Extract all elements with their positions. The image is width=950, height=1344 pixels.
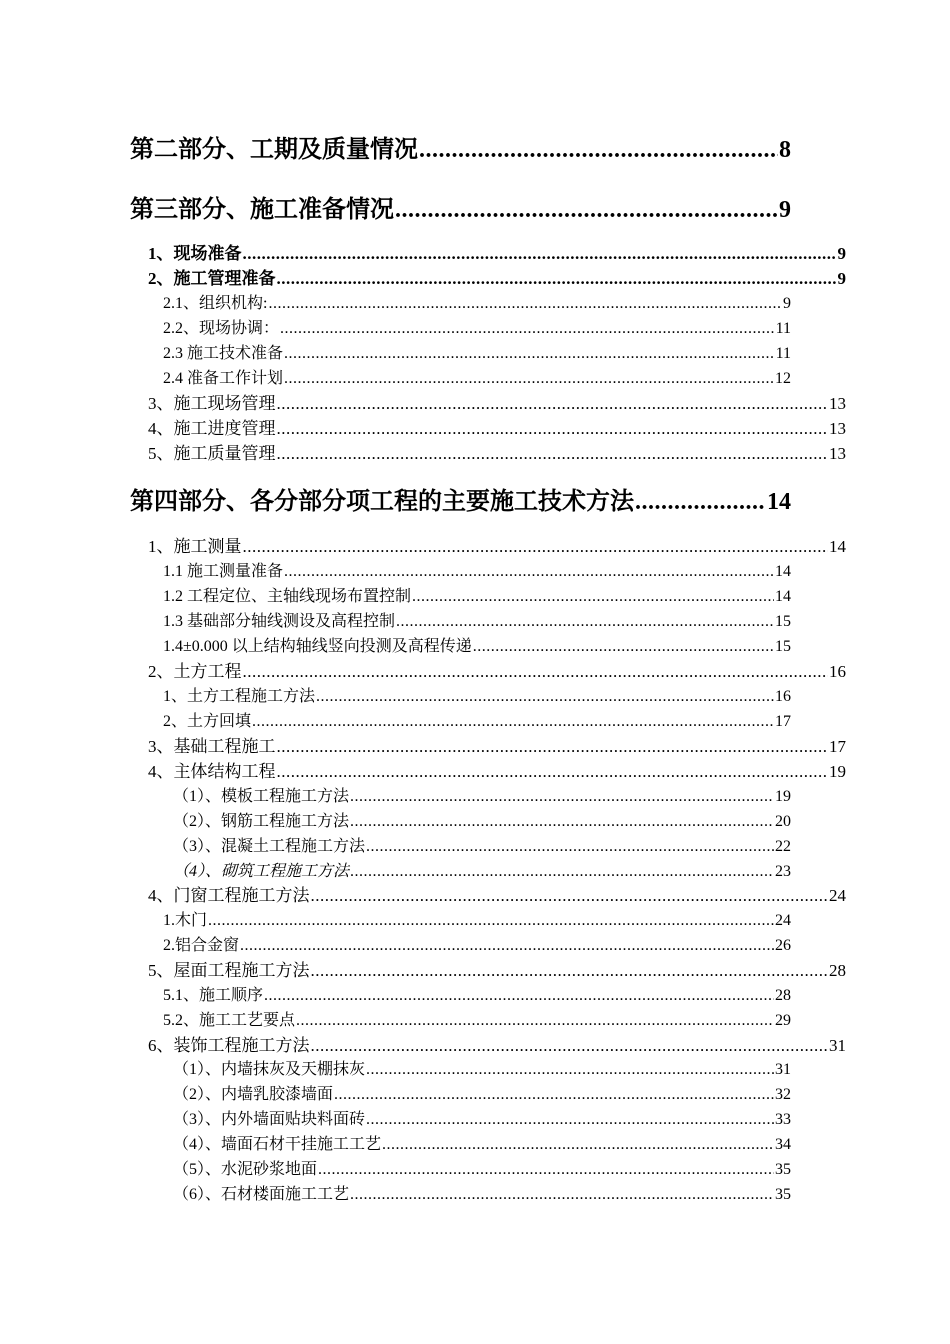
toc-entry-page-number: 28 [775, 987, 791, 1004]
toc-entry[interactable] [173, 861, 791, 883]
toc-entry-page-number: 11 [775, 345, 791, 362]
toc-entry[interactable] [148, 418, 846, 440]
toc-entry-page-number: 19 [775, 788, 791, 805]
toc-entry-page-number: 14 [829, 537, 846, 556]
toc-entry-title: （3）、内外墙面贴块料面砖 [173, 1111, 366, 1128]
toc-dot-leader [382, 1134, 774, 1156]
toc-entry-page-number: 17 [829, 737, 846, 756]
toc-dot-leader [316, 686, 774, 708]
toc-entry[interactable] [173, 1159, 791, 1181]
toc-entry-title: 5、施工质量管理 [148, 444, 276, 463]
toc-entry-title: 2、土方工程 [148, 662, 242, 681]
toc-entry-title: （1）、模板工程施工方法 [173, 788, 350, 805]
toc-entry[interactable] [130, 194, 791, 226]
toc-entry-title: 第四部分、各分部分项工程的主要施工技术方法 [130, 489, 634, 515]
toc-dot-leader [240, 935, 774, 957]
toc-dot-leader [296, 1010, 774, 1032]
toc-entry-title: （3）、混凝土工程施工方法 [173, 838, 366, 855]
toc-entry[interactable] [163, 561, 791, 583]
toc-entry-title: （2）、钢筋工程施工方法 [173, 813, 350, 830]
toc-dot-leader [366, 1109, 774, 1131]
toc-entry-page-number: 15 [775, 613, 791, 630]
toc-entry-title: 4、主体结构工程 [148, 762, 276, 781]
toc-entry[interactable] [148, 443, 846, 465]
toc-entry[interactable] [148, 960, 846, 982]
toc-entry-page-number: 22 [775, 838, 791, 855]
toc-entry[interactable] [163, 711, 791, 733]
toc-dot-leader [284, 561, 774, 583]
toc-entry-title: 第二部分、工期及质量情况 [130, 137, 418, 163]
toc-entry-page-number: 28 [829, 961, 846, 980]
toc-dot-leader [350, 861, 774, 883]
toc-entry[interactable] [173, 1134, 791, 1156]
toc-entry[interactable] [148, 536, 846, 558]
toc-dot-leader [268, 293, 782, 315]
toc-entry-title: （4）、砌筑工程施工方法 [173, 863, 350, 880]
toc-entry-page-number: 19 [829, 762, 846, 781]
toc-dot-leader [277, 443, 829, 465]
toc-entry[interactable] [148, 1035, 846, 1057]
toc-entry-page-number: 11 [775, 320, 791, 337]
toc-entry-title: 1.木门 [163, 912, 208, 929]
toc-dot-leader [334, 1084, 774, 1106]
toc-entry[interactable] [163, 985, 791, 1007]
toc-entry-title: 2、土方回填 [163, 713, 252, 730]
toc-entry-page-number: 14 [767, 489, 791, 515]
toc-dot-leader [280, 318, 775, 340]
toc-dot-leader [252, 711, 774, 733]
toc-entry[interactable] [148, 885, 846, 907]
toc-dot-leader [396, 611, 774, 633]
toc-entry-title: 2.3 施工技术准备 [163, 345, 284, 362]
toc-entry-title: （4）、墙面石材干挂施工工艺 [173, 1136, 382, 1153]
toc-dot-leader [284, 343, 775, 365]
toc-dot-leader [277, 418, 829, 440]
toc-entry-page-number: 32 [775, 1086, 791, 1103]
toc-dot-leader [311, 1035, 829, 1057]
toc-entry-page-number: 8 [779, 137, 791, 163]
toc-entry-title: 1.3 基础部分轴线测设及高程控制 [163, 613, 396, 630]
toc-entry-title: 1、土方工程施工方法 [163, 688, 316, 705]
toc-entry-title: 6、装饰工程施工方法 [148, 1036, 310, 1055]
toc-entry[interactable] [130, 134, 791, 166]
toc-dot-leader [311, 960, 829, 982]
toc-entry-page-number: 9 [779, 197, 791, 223]
toc-entry-page-number: 13 [829, 419, 846, 438]
toc-entry[interactable] [163, 686, 791, 708]
toc-entry[interactable] [163, 318, 791, 340]
toc-entry[interactable] [173, 1059, 791, 1081]
toc-dot-leader [318, 1159, 774, 1181]
toc-entry-title: 1.2 工程定位、主轴线现场布置控制 [163, 588, 412, 605]
toc-entry-title: 2.1、组织机构: [163, 295, 268, 312]
toc-entry-page-number: 17 [775, 713, 791, 730]
toc-entry-page-number: 34 [775, 1136, 791, 1153]
toc-entry[interactable] [163, 1010, 791, 1032]
toc-dot-leader [395, 194, 778, 226]
toc-entry[interactable] [148, 268, 846, 290]
toc-entry[interactable] [173, 1109, 791, 1131]
toc-dot-leader [635, 486, 766, 518]
toc-entry-title: 2、施工管理准备 [148, 269, 276, 288]
toc-entry-title: 2.2、现场协调： [163, 320, 280, 337]
toc-entry-title: 3、基础工程施工 [148, 737, 276, 756]
toc-entry-page-number: 33 [775, 1111, 791, 1128]
toc-entry[interactable] [173, 786, 791, 808]
toc-dot-leader [243, 243, 837, 265]
toc-entry[interactable] [163, 910, 791, 932]
toc-entry-page-number: 24 [829, 886, 846, 905]
toc-dot-leader [277, 393, 829, 415]
toc-dot-leader [277, 268, 837, 290]
toc-entry[interactable] [163, 368, 791, 390]
toc-dot-leader [366, 1059, 774, 1081]
toc-entry[interactable] [148, 243, 846, 265]
toc-dot-leader [284, 368, 774, 390]
toc-entry-page-number: 24 [775, 912, 791, 929]
toc-entry[interactable] [173, 1084, 791, 1106]
toc-entry-page-number: 14 [775, 563, 791, 580]
toc-entry[interactable] [163, 636, 791, 658]
toc-entry[interactable] [163, 293, 791, 315]
toc-entry-page-number: 20 [775, 813, 791, 830]
toc-entry-page-number: 31 [775, 1061, 791, 1078]
toc-entry-page-number: 14 [775, 588, 791, 605]
toc-dot-leader [243, 536, 829, 558]
toc-entry[interactable] [173, 811, 791, 833]
toc-entry-title: （2）、内墙乳胶漆墙面 [173, 1086, 334, 1103]
toc-entry-title: 4、施工进度管理 [148, 419, 276, 438]
toc-entry-title: 1、施工测量 [148, 537, 242, 556]
toc-entry-title: 5、屋面工程施工方法 [148, 961, 310, 980]
toc-entry[interactable] [148, 761, 846, 783]
toc-entry-page-number: 35 [775, 1161, 791, 1178]
toc-entry[interactable] [173, 836, 791, 858]
toc-entry-page-number: 13 [829, 444, 846, 463]
toc-entry-page-number: 9 [837, 244, 846, 263]
toc-dot-leader [350, 786, 774, 808]
toc-dot-leader [350, 811, 774, 833]
toc-entry-title: 第三部分、施工准备情况 [130, 197, 394, 223]
toc-entry[interactable] [148, 736, 846, 758]
toc-entry-page-number: 16 [775, 688, 791, 705]
toc-entry-page-number: 12 [775, 370, 791, 387]
toc-entry-page-number: 26 [775, 937, 791, 954]
toc-entry-page-number: 31 [829, 1036, 846, 1055]
toc-dot-leader [350, 1184, 774, 1206]
toc-entry-title: 2.4 准备工作计划 [163, 370, 284, 387]
toc-entry-title: 1、现场准备 [148, 244, 242, 263]
toc-entry[interactable] [130, 486, 791, 518]
toc-entry-title: （6）、石材楼面施工工艺 [173, 1186, 350, 1203]
toc-dot-leader [208, 910, 774, 932]
toc-entry[interactable] [148, 393, 846, 415]
toc-dot-leader [277, 761, 829, 783]
toc-entry-title: 5.2、施工工艺要点 [163, 1012, 296, 1029]
toc-entry[interactable] [148, 661, 846, 683]
toc-entry-page-number: 23 [775, 863, 791, 880]
toc-dot-leader [264, 985, 774, 1007]
toc-dot-leader [311, 885, 829, 907]
toc-entry-page-number: 9 [837, 269, 846, 288]
toc-entry[interactable] [163, 586, 791, 608]
toc-entry[interactable] [163, 611, 791, 633]
toc-entry[interactable] [163, 343, 791, 365]
toc-entry-page-number: 15 [775, 638, 791, 655]
toc-entry-title: 1.4±0.000 以上结构轴线竖向投测及高程传递 [163, 638, 472, 655]
toc-entry-title: （5）、水泥砂浆地面 [173, 1161, 318, 1178]
toc-dot-leader [366, 836, 774, 858]
toc-entry-title: 2.铝合金窗 [163, 937, 240, 954]
toc-entry[interactable] [163, 935, 791, 957]
toc-entry-page-number: 35 [775, 1186, 791, 1203]
toc-entry-page-number: 9 [783, 295, 791, 312]
toc-entry-page-number: 16 [829, 662, 846, 681]
toc-entry-title: （1）、内墙抹灰及天棚抹灰 [173, 1061, 366, 1078]
toc-dot-leader [243, 661, 829, 683]
toc-entry-page-number: 29 [775, 1012, 791, 1029]
toc-dot-leader [412, 586, 774, 608]
toc-dot-leader [473, 636, 774, 658]
toc-entry-title: 5.1、施工顺序 [163, 987, 264, 1004]
toc-entry-title: 1.1 施工测量准备 [163, 563, 284, 580]
toc-dot-leader [419, 134, 778, 166]
toc-entry-title: 4、门窗工程施工方法 [148, 886, 310, 905]
toc-entry-title: 3、施工现场管理 [148, 394, 276, 413]
toc-entry-page-number: 13 [829, 394, 846, 413]
toc-entry[interactable] [173, 1184, 791, 1206]
toc-dot-leader [277, 736, 829, 758]
